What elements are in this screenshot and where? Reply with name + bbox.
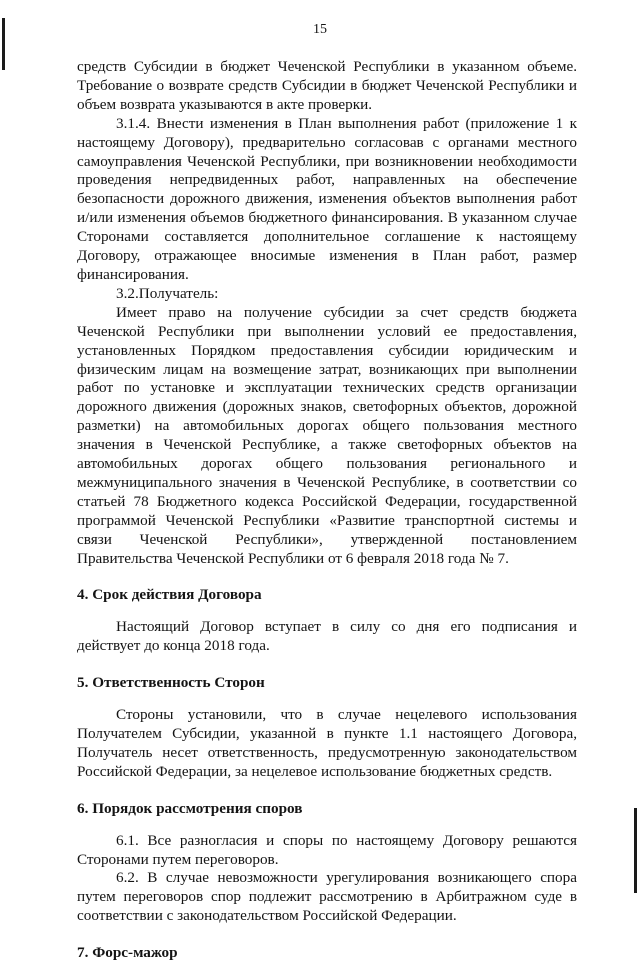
paragraph: Стороны установили, что в случае нецелевого использования Получателем Субсидии, указанной в пункте 1.1 настоящего Договора, Получатель несет ответственность, предусмотренную законодательством Российской Федерации, за нецелевое использование бюджетных средств.	[77, 706, 577, 780]
scan-edge-mark	[634, 808, 637, 893]
document-body	[77, 58, 577, 963]
paragraph: Имеет право на получение субсидии за счет средств бюджета Чеченской Республики при выполнении условий ее предоставления, установленных Порядком предоставления субсидии юридическим и физическим лицам на возмещение затрат, возникающих при выполнении работ по установке и эксплуатации технических средств организации дорожного движения (дорожных знаков, светофорных объектов, дорожной разметки) на автомобильных дорогах общего пользования местного значения в Чеченской Республике, а также светофорных объектов на автомобильных дорогах общего пользования регионального и межмуниципального значения в Чеченской Республике, в соответствии со статьей 78 Бюджетного кодекса Российской Федерации, государственной программой Чеченской Республики «Развитие транспортной системы и связи Чеченской Республики», утвержденной постановлением Правительства Чеченской Республики от 6 февраля 2018 года № 7.	[77, 303, 577, 567]
section-heading: 4. Срок действия Договора	[77, 586, 262, 604]
paragraph: 3.1.4. Внести изменения в План выполнения работ (приложение 1 к настоящему Договору), предварительно согласовав с органами местного самоуправления Чеченской Республики, при возникновении необходимости проведения непредвиденных работ, направленных на обеспечение безопасности дорожного движения, изменения объектов выполнения работ и/или изменения объемов бюджетного финансирования. В указанном случае Сторонами составляется дополнительное соглашение к настоящему Договору, отражающее вносимые изменения в План работ, размер финансирования.	[77, 114, 577, 283]
subsection-title: 3.2.Получатель:	[116, 284, 219, 302]
section-heading: 6. Порядок рассмотрения споров	[77, 799, 303, 817]
paragraph: 6.1. Все разногласия и споры по настоящему Договору решаются Сторонами путем переговоров.	[77, 831, 577, 868]
section-heading: 7. Форс-мажор	[77, 944, 178, 962]
paragraph: Настоящий Договор вступает в силу со дня его подписания и действует до конца 2018 года.	[77, 618, 577, 655]
paragraph: 6.2. В случае невозможности урегулирования возникающего спора путем переговоров спор подлежит рассмотрению в Арбитражном суде в соответствии с законодательством Российской Федерации.	[77, 869, 577, 925]
section-heading: 5. Ответственность Сторон	[77, 674, 265, 692]
paragraph: средств Субсидии в бюджет Чеченской Республики в указанном объеме. Требование о возврате средств Субсидии в бюджет Чеченской Республики и объем возврата указываются в акте проверки.	[77, 58, 577, 113]
page-number: 15	[313, 22, 327, 37]
